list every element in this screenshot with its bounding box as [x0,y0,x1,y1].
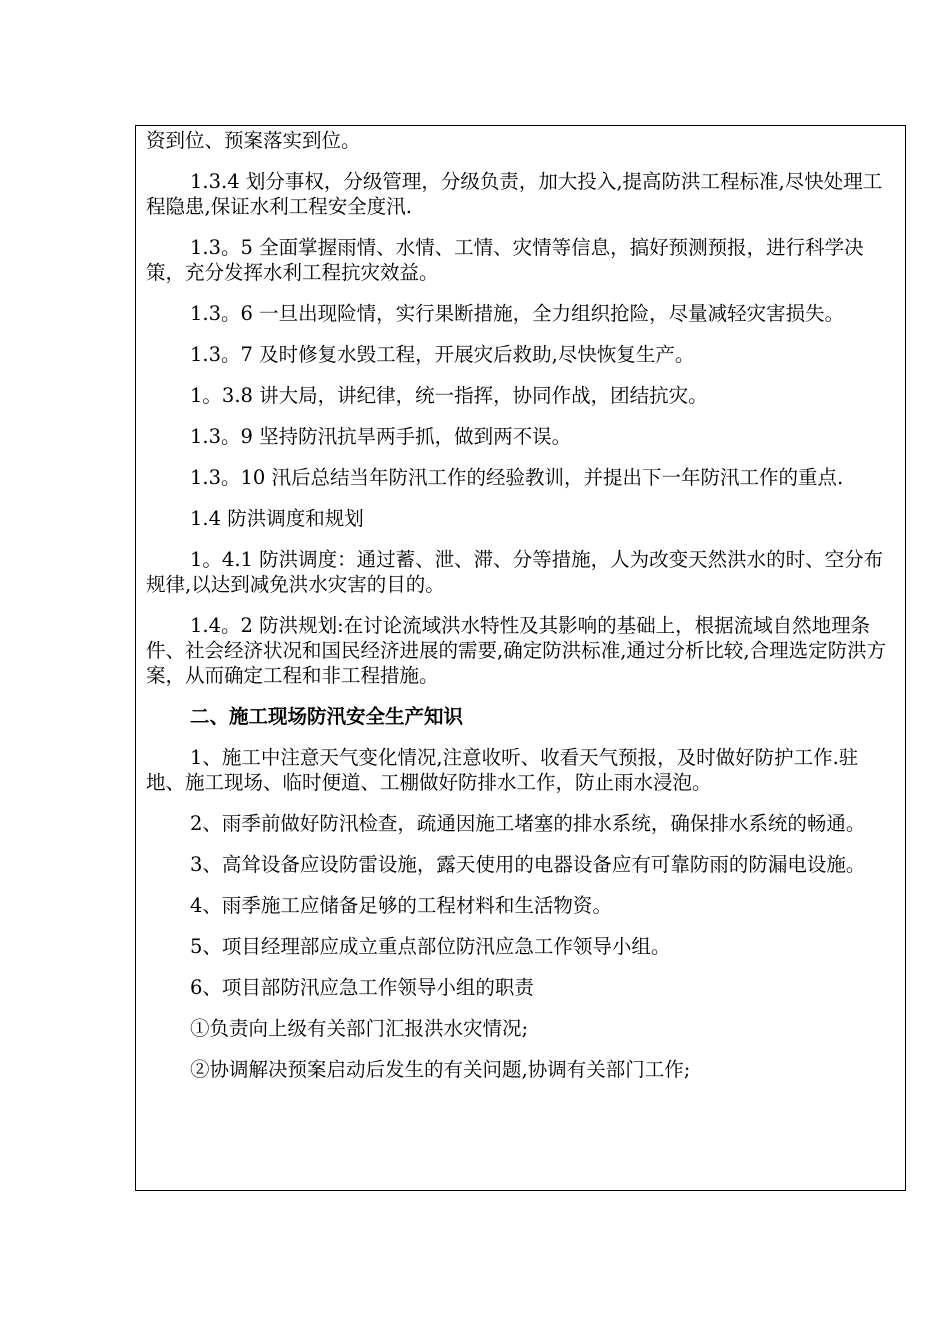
paragraph-1: 1.3.4 划分事权，分级管理，分级负责，加大投入,提高防洪工程标准,尽快处理工程隐患,保证水利工程安全度汛. [146,170,883,218]
paragraph-2: 1.3。5 全面掌握雨情、水情、工情、灾情等信息，搞好预测预报，进行科学决策，充分发挥水利工程抗灾效益。 [146,236,864,284]
paragraph-4: 1.3。7 及时修复水毁工程，开展灾后救助,尽快恢复生产。 [190,343,695,366]
paragraph-19: ②协调解决预案启动后发生的有关问题,协调有关部门工作; [190,1058,691,1081]
paragraph-15: 4、雨季施工应储备足够的工程材料和生活物资。 [190,894,612,917]
paragraph-14: 3、高耸设备应设防雷设施，露天使用的电器设备应有可靠防雨的防漏电设施。 [190,853,866,876]
paragraph-16: 5、项目经理部应成立重点部位防汛应急工作领导小组。 [190,935,671,958]
paragraph-12: 1、施工中注意天气变化情况,注意收听、收看天气预报，及时做好防护工作.驻地、施工现场、临时便道、工棚做好防排水工作，防止雨水浸泡。 [146,746,859,794]
paragraph-0: 资到位、预案落实到位。 [146,129,361,152]
document-frame [135,125,906,1191]
paragraph-8: 1.4 防洪调度和规划 [190,507,364,530]
paragraph-13: 2、雨季前做好防汛检查，疏通因施工堵塞的排水系统，确保排水系统的畅通。 [190,812,866,835]
paragraph-5: 1。3.8 讲大局，讲纪律，统一指挥，协同作战，团结抗灾。 [190,384,708,407]
paragraph-9: 1。4.1 防洪调度：通过蓄、泄、滞、分等措施，人为改变天然洪水的时、空分布规律,以达到减免洪水灾害的目的。 [146,548,884,596]
paragraph-18: ①负责向上级有关部门汇报洪水灾情况; [190,1017,529,1040]
paragraph-6: 1.3。9 坚持防汛抗旱两手抓，做到两不误。 [190,425,572,448]
paragraph-7: 1.3。10 汛后总结当年防汛工作的经验教训，并提出下一年防汛工作的重点. [190,466,844,489]
section-heading: 二、施工现场防汛安全生产知识 [190,705,464,728]
paragraph-3: 1.3。6 一旦出现险情，实行果断措施，全力组织抢险，尽量减轻灾害损失。 [190,302,845,325]
paragraph-17: 6、项目部防汛应急工作领导小组的职责 [190,976,534,999]
paragraph-10: 1.4。2 防洪规划:在讨论流域洪水特性及其影响的基础上，根据流域自然地理条件、社会经济状况和国民经济进展的需要,确定防洪标准,通过分析比较,合理选定防洪方案，从而确定工程和非工程措施。 [146,614,887,687]
